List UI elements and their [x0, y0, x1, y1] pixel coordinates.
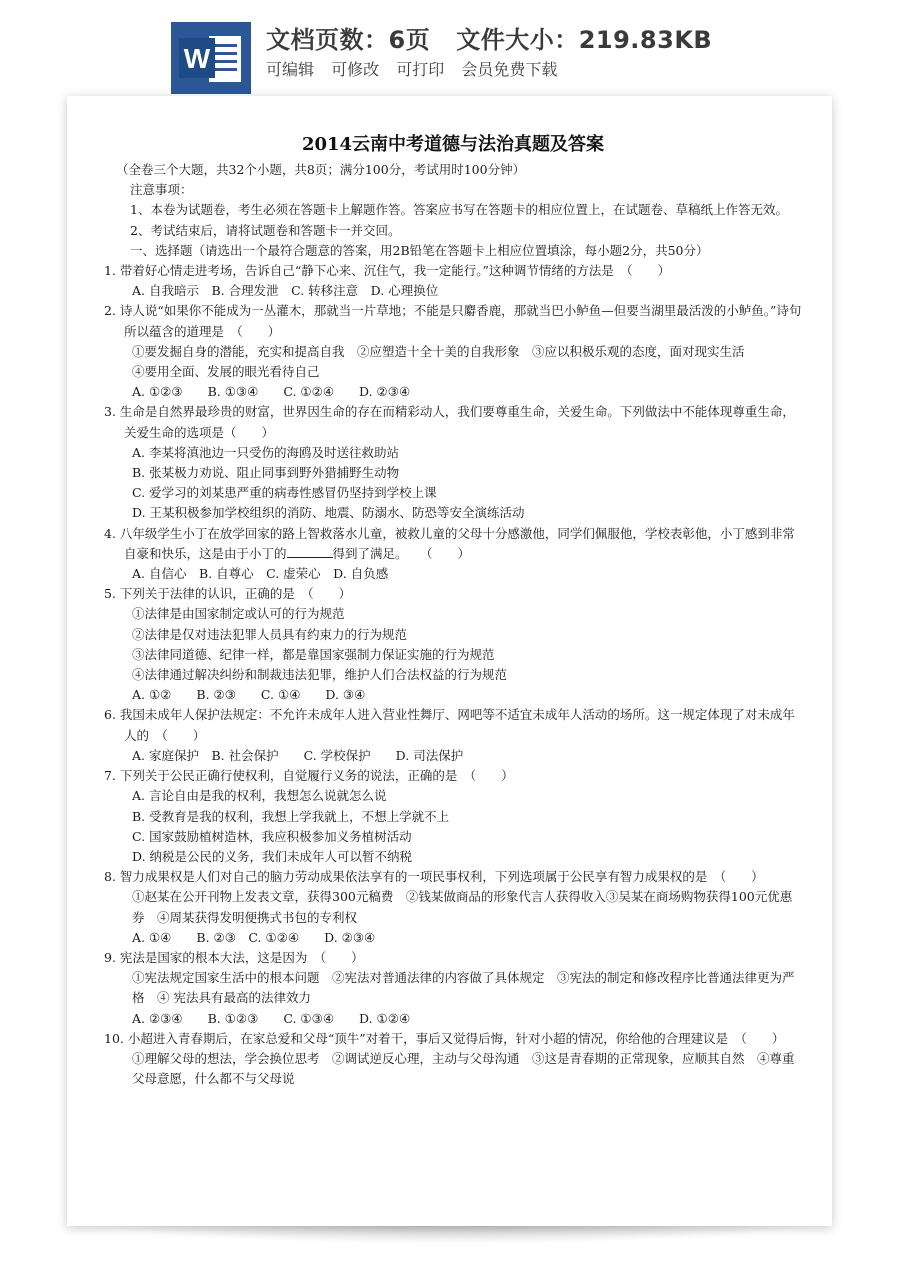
question-1-options: A. 自我暗示 B. 合理发泄 C. 转移注意 D. 心理换位 [132, 283, 439, 299]
feature-editable: 可编辑 [266, 60, 315, 79]
feature-list [266, 57, 569, 80]
question-4-tail: 得到了满足。 （ ） [332, 545, 471, 561]
question-7-option-b: B. 受教育是我的权利，我想上学我就上，不想上学就不上 [132, 808, 450, 824]
question-5-statement-3: ③法律同道德、纪律一样，都是靠国家强制力保证实施的行为规范 [132, 646, 495, 662]
exam-intro: （全卷三个大题，共32个小题，共8页；满分100分，考试用时100分钟） [116, 162, 526, 177]
question-3-option-d: D. 王某积极参加学校组织的消防、地震、防溺水、防恐等安全演练活动 [132, 505, 525, 521]
notice-item-2: 2、考试结束后，请将试题卷和答题卡一并交回。 [130, 222, 401, 238]
answer-blank [287, 545, 333, 558]
question-7-option-a: A. 言论自由是我的权利，我想怎么说就怎么说 [132, 788, 387, 804]
question-3-option-a: A. 李某将滇池边一只受伤的海鸥及时送往救助站 [132, 444, 399, 460]
question-10: 10. 小超进入青春期后，在家总爱和父母“顶牛”对着干，事后又觉得后悔，针对小超的情况，你给他的合理建议是 （ ） [104, 1030, 785, 1046]
file-info-title [266, 20, 712, 55]
feature-member-download: 会员免费下载 [461, 60, 558, 79]
question-5: 5. 下列关于法律的认识，正确的是 （ ） [104, 586, 352, 602]
question-2: 2. 诗人说“如果你不能成为一丛灌木，那就当一片草地；不能是只麝香鹿，那就当巴小鲈鱼—但要当湖里最活泼的小鲈鱼。”诗句所以蕴含的道理是 （ ） [104, 303, 802, 339]
document-content [104, 132, 802, 1089]
question-7: 7. 下列关于公民正确行使权利，自觉履行义务的说法，正确的是 （ ） [104, 768, 514, 784]
question-4 [104, 524, 802, 564]
section-heading: 一、选择题（请选出一个最符合题意的答案，用2B铅笔在答题卡上相应位置填涂，每小题2分，共50分） [130, 242, 709, 258]
question-3-option-b: B. 张某极力劝说、阻止同事到野外猎捕野生动物 [132, 465, 400, 481]
page-count-label: 文档页数：6页 [266, 26, 431, 54]
feature-printable: 可打印 [396, 60, 445, 79]
question-9-statements: ①宪法规定国家生活中的根本问题 ②宪法对普通法律的内容做了具体规定 ③宪法的制定和修改程序比普通法律更为严格 ④ 宪法具有最高的法律效力 [132, 970, 795, 1006]
question-9-options: A. ②③④ B. ①②③ C. ①③④ D. ①②④ [132, 1010, 411, 1026]
question-1: 1. 带着好心情走进考场，告诉自己“静下心来、沉住气，我一定能行。”这种调节情绪的方法是 （ ） [104, 263, 671, 279]
notice-item-1: 1、本卷为试题卷，考生必须在答题卡上解题作答。答案应书写在答题卡的相应位置上，在试题卷、草稿纸上作答无效。 [130, 202, 788, 218]
question-5-statement-2: ②法律是仅对违法犯罪人员具有约束力的行为规范 [132, 626, 408, 642]
question-8-statements: ①赵某在公开刊物上发表文章，获得300元稿费 ②钱某做商品的形象代言人获得收入③吴某在商场购物获得100元优惠券 ④周某获得发明便携式书包的专利权 [132, 889, 793, 925]
question-6-options: A. 家庭保护 B. 社会保护 C. 学校保护 D. 司法保护 [132, 747, 464, 763]
word-document-icon [171, 22, 251, 94]
question-3-option-c: C. 爱学习的刘某患严重的病毒性感冒仍坚持到学校上课 [132, 485, 437, 501]
question-7-option-d: D. 纳税是公民的义务，我们未成年人可以暂不纳税 [132, 848, 413, 864]
svg-text:W: W [183, 43, 211, 74]
question-2-statements-1: ①要发掘自身的潜能，充实和提高自我 ②应塑造十全十美的自我形象 ③应以积极乐观的态度，面对现实生活 [132, 343, 745, 359]
notice-label: 注意事项： [130, 182, 193, 198]
question-6: 6. 我国未成年人保护法规定：不允许未成年人进入营业性舞厅、网吧等不适宜未成年人活动的场所。这一规定体现了对未成年人的 （ ） [104, 707, 795, 743]
file-size-label: 文件大小：219.83KB [456, 26, 713, 54]
question-10-statements: ①理解父母的想法，学会换位思考 ②调试逆反心理，主动与父母沟通 ③这是青春期的正常现象，应顺其自然 ④尊重父母意愿，什么都不与父母说 [132, 1050, 795, 1087]
question-5-statement-1: ①法律是由国家制定或认可的行为规范 [132, 606, 345, 622]
question-2-options: A. ①②③ B. ①③④ C. ①②④ D. ②③④ [132, 384, 411, 400]
question-9: 9. 宪法是国家的根本大法，这是因为 （ ） [104, 949, 364, 965]
download-banner [0, 0, 900, 96]
feature-modifiable: 可修改 [331, 60, 380, 79]
question-8: 8. 智力成果权是人们对自己的脑力劳动成果依法享有的一项民事权利，下列选项属于公民享有智力成果权的是 （ ） [104, 869, 764, 885]
question-8-options: A. ①④ B. ②③ C. ①②④ D. ②③④ [132, 929, 376, 945]
question-7-option-c: C. 国家鼓励植树造林，我应积极参加义务植树活动 [132, 828, 412, 844]
question-4-text: 4. 八年级学生小丁在放学回家的路上智救落水儿童，被救儿童的父母十分感激他，同学们佩服他，学校表彰他，小丁感到非常自豪和快乐，这是由于小丁的 [104, 525, 795, 561]
question-2-statements-2: ④要用全面、发展的眼光看待自己 [132, 364, 320, 380]
question-5-statement-4: ④法律通过解决纠纷和制裁违法犯罪，维护人们合法权益的行为规范 [132, 667, 508, 683]
question-4-options: A. 自信心 B. 自尊心 C. 虚荣心 D. 自负感 [132, 566, 389, 582]
question-3: 3. 生命是自然界最珍贵的财富，世界因生命的存在而精彩动人，我们要尊重生命，关爱生命。下列做法中不能体现尊重生命，关爱生命的选项是（ ） [104, 404, 795, 440]
question-5-options: A. ①② B. ②③ C. ①④ D. ③④ [132, 687, 366, 703]
document-title: 2014云南中考道德与法治真题及答案 [301, 134, 605, 155]
